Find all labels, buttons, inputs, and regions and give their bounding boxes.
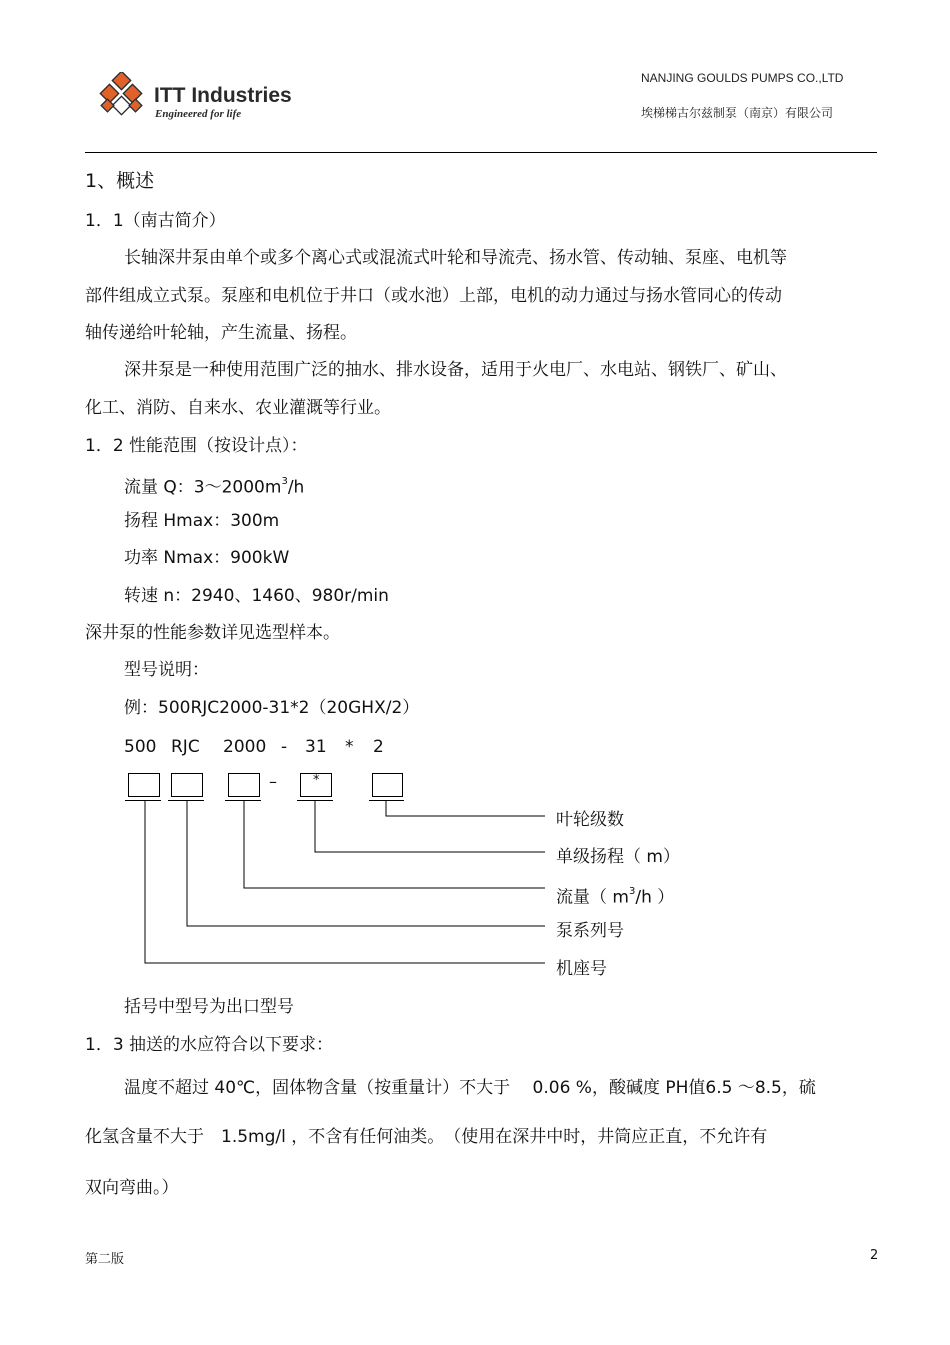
model-part-size: 500 (124, 737, 157, 757)
footer-page-number: 2 (870, 1248, 879, 1263)
model-part-star: * (345, 737, 354, 757)
subsection-1-3-title: 1．3 抽送的水应符合以下要求： (85, 1035, 334, 1055)
legend-stage-head-prefix: 单级扬程（ m (556, 847, 663, 867)
subsection-1-2-title: 1．2 性能范围（按设计点）： (85, 436, 308, 456)
legend-base-number: 机座号 (556, 959, 607, 979)
model-part-dash: - (281, 737, 288, 757)
logo-name: ITT Industries (154, 84, 292, 107)
bracket-note: 括号中型号为出口型号 (124, 997, 294, 1017)
model-part-series: RJC (171, 737, 200, 757)
logo-tagline: Engineered for life (155, 108, 242, 120)
model-part-head: 31 (305, 737, 327, 757)
paragraph-1-line-3: 轴传递给叶轮轴，产生流量、扬程。 (85, 323, 357, 343)
company-name-en: NANJING GOULDS PUMPS CO.,LTD (641, 71, 844, 85)
params-note: 深井泵的性能参数详见选型样本。 (85, 623, 340, 643)
model-part-flow: 2000 (223, 737, 267, 757)
spec-flow-prefix: 流量 Q：3～2000m (124, 477, 282, 498)
legend-impeller-stages: 叶轮级数 (556, 810, 624, 830)
paragraph-1-line-2: 部件组成立式泵。泵座和电机位于井口（或水池）上部，电机的动力通过与扬水管同心的传动 (85, 286, 782, 306)
paragraph-3-line-2: 化氢含量不大于 1.5mg/l ，不含有任何油类。 （使用在深井中时，井筒应正直，不允许有 (85, 1127, 768, 1147)
legend-stage-head (556, 847, 680, 867)
paragraph-3-line-1: 温度不超过 40℃，固体物含量（按重量计）不大于 0.06 %，酸碱度 PH值6.5 ～8.5，硫 (124, 1078, 816, 1098)
spec-flow-sup: 3 (281, 476, 288, 487)
model-example: 例：500RJC2000-31*2（20GHX/2） (124, 698, 420, 718)
model-title: 型号说明： (124, 660, 209, 680)
spec-head: 扬程 Hmax：300m (124, 511, 280, 531)
paragraph-2-line-1: 深井泵是一种使用范围广泛的抽水、排水设备，适用于火电厂、水电站、钢铁厂、矿山、 (124, 360, 787, 380)
company-name-cn: 埃梯梯古尔兹制泵（南京）有限公司 (641, 106, 834, 120)
spec-flow-suffix: /h (287, 477, 305, 498)
spec-speed: 转速 n：2940、1460、980r/min (124, 586, 389, 606)
paragraph-2-line-2: 化工、消防、自来水、农业灌溉等行业。 (85, 398, 391, 418)
footer-edition: 第二版 (85, 1252, 125, 1267)
model-part-stages: 2 (373, 737, 384, 757)
legend-flow-suffix: /h ） (635, 887, 675, 908)
box-head-star: * (313, 773, 320, 788)
legend-flow-sup: 3 (628, 886, 636, 897)
paragraph-3-line-3: 双向弯曲。） (85, 1178, 179, 1198)
section-title: 1、概述 (85, 170, 155, 192)
box-dash: – (269, 772, 277, 791)
legend-pump-series: 泵系列号 (556, 921, 624, 941)
legend-stage-head-suffix: ） (662, 847, 680, 867)
spec-power: 功率 Nmax：900kW (124, 548, 290, 568)
legend-flow (556, 884, 674, 908)
subsection-1-1-title: 1．1（南古简介） (85, 211, 226, 231)
paragraph-1-line-1: 长轴深井泵由单个或多个离心式或混流式叶轮和导流壳、扬水管、传动轴、泵座、电机等 (124, 248, 787, 268)
legend-flow-prefix: 流量（ m (556, 887, 629, 908)
